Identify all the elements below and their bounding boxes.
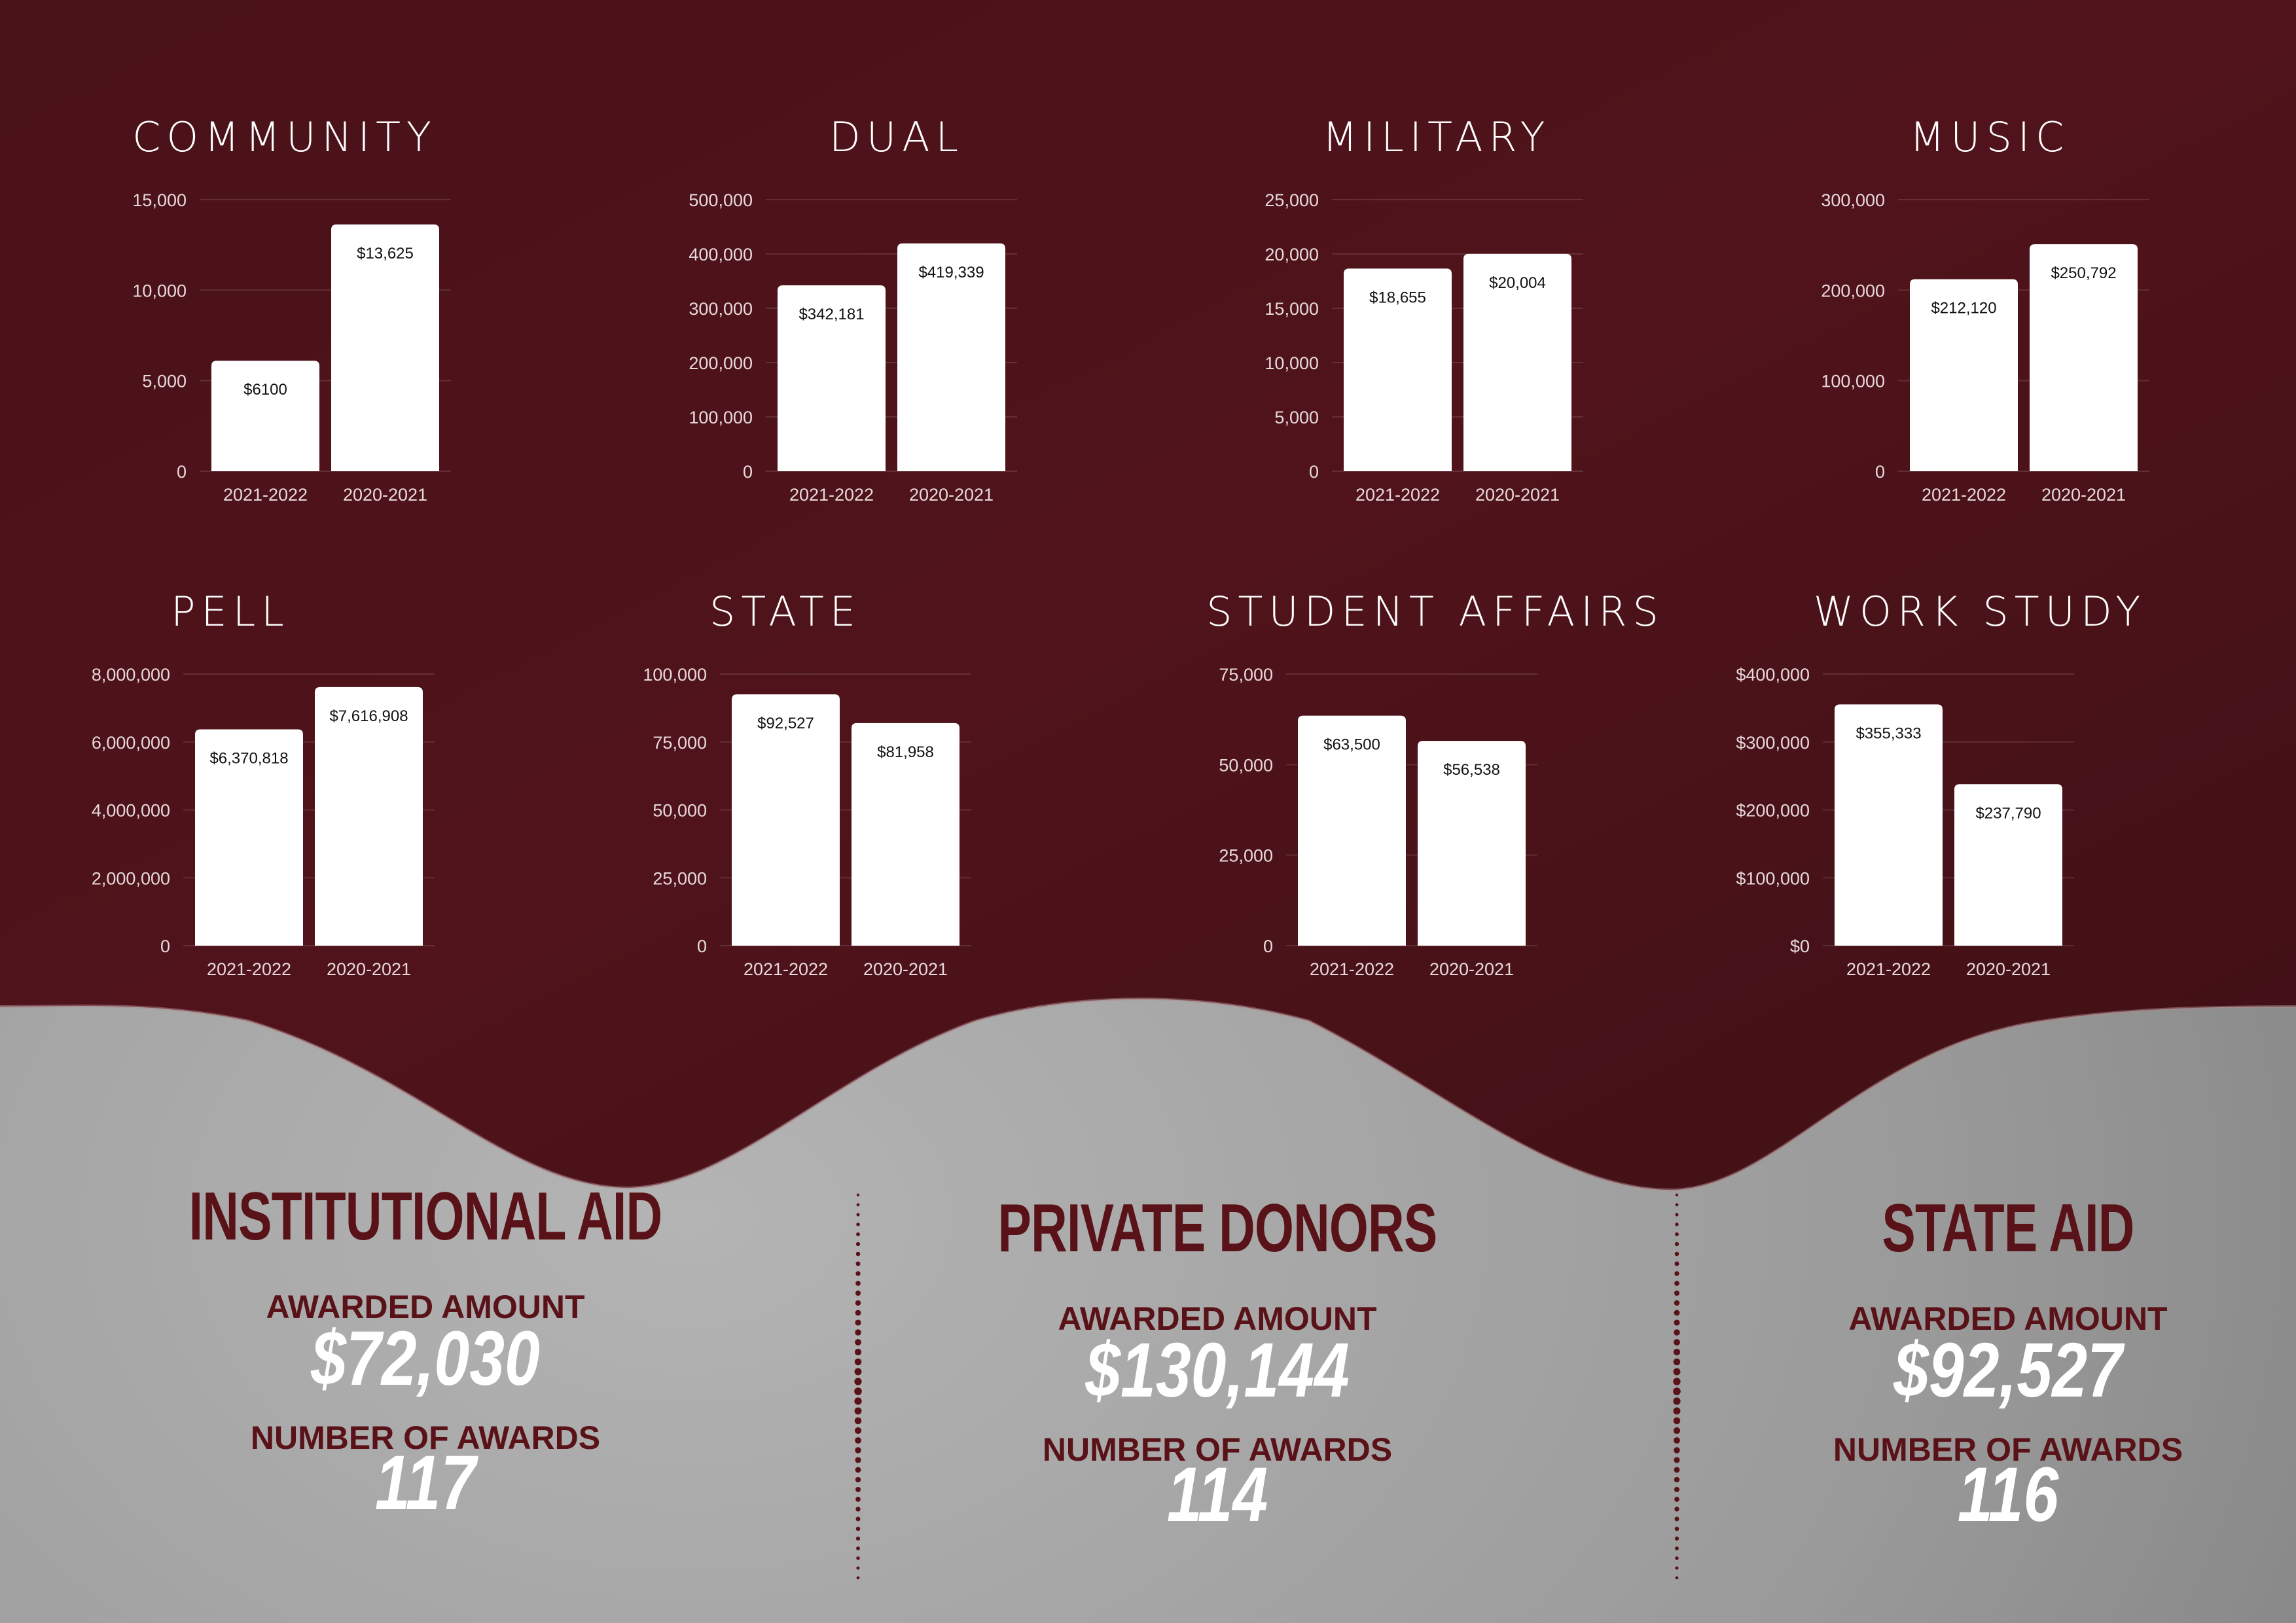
chart-pell (62, 579, 599, 998)
chart-dual (645, 105, 1181, 524)
divider-dot (854, 1387, 862, 1395)
divider-dot (855, 1427, 861, 1434)
divider-dot (1675, 1213, 1678, 1216)
data-label: $237,790 (1975, 804, 2041, 823)
x-tick-label: 2020-2021 (1475, 485, 1560, 505)
chart-svg (1211, 105, 1748, 524)
number-of-awards-label: NUMBER OF AWARDS (250, 1419, 601, 1456)
divider-dot (857, 1194, 859, 1196)
x-tick-label: 2021-2022 (1309, 959, 1395, 979)
data-label: $18,655 (1369, 289, 1426, 307)
chart-svg (1702, 579, 2238, 998)
x-tick-label: 2021-2022 (223, 485, 308, 505)
chart-svg (645, 105, 1181, 524)
divider-dot (1675, 1537, 1679, 1541)
data-label: $63,500 (1323, 736, 1380, 754)
y-tick-label: 500,000 (689, 190, 753, 210)
divider-dot (1675, 1232, 1679, 1236)
divider-dot (1674, 1497, 1679, 1502)
divider-dot (856, 1242, 860, 1246)
divider-dot (855, 1447, 861, 1453)
chart-title: STATE (709, 588, 862, 635)
data-label: $212,120 (1931, 299, 1997, 317)
y-tick-label: 10,000 (132, 281, 187, 301)
number-of-awards-value: 117 (374, 1440, 476, 1526)
chart-svg (79, 105, 615, 524)
data-label: $13,625 (357, 245, 414, 263)
chart-title: COMMUNITY (132, 113, 437, 161)
y-tick-label: 200,000 (689, 353, 753, 373)
data-label: $7,616,908 (329, 707, 408, 725)
divider-dot (1674, 1359, 1681, 1366)
awarded-amount-value: $72,030 (311, 1315, 540, 1402)
divider-dot (1674, 1418, 1681, 1425)
x-tick-label: 2020-2021 (2041, 485, 2126, 505)
chart-title: STUDENT AFFAIRS (1206, 588, 1664, 635)
data-label: $56,538 (1443, 761, 1500, 779)
data-label: $6,370,818 (209, 749, 289, 768)
summary-title: PRIVATE DONORS (997, 1190, 1437, 1266)
divider-dot (1675, 1556, 1678, 1560)
divider-dot (1675, 1262, 1679, 1266)
y-tick-label: 300,000 (1821, 190, 1885, 210)
y-tick-label: 50,000 (653, 800, 707, 821)
x-tick-label: 2021-2022 (206, 959, 292, 979)
y-tick-label: 15,000 (1265, 299, 1319, 319)
data-label: $419,339 (918, 263, 984, 281)
chart-svg (62, 579, 599, 998)
y-tick-label: 100,000 (689, 408, 753, 427)
data-label: $20,004 (1489, 274, 1546, 292)
divider-dot (1674, 1291, 1679, 1296)
divider-dot (856, 1546, 860, 1550)
divider-dot (1675, 1222, 1678, 1226)
chart-music (1777, 105, 2296, 524)
divider-dots-right (1673, 1191, 1681, 1584)
chart-work-study (1702, 579, 2238, 998)
divider-dot (1674, 1477, 1679, 1482)
divider-dot (855, 1281, 861, 1286)
divider-dot (855, 1487, 861, 1492)
number-of-awards-value: 116 (1957, 1452, 2059, 1538)
divider-dot (857, 1577, 860, 1580)
divider-dot (855, 1408, 862, 1415)
bar (315, 687, 423, 946)
data-label: $92,527 (757, 715, 814, 733)
x-tick-label: 2020-2021 (908, 485, 994, 505)
divider-dot (1674, 1368, 1681, 1376)
y-tick-label: 25,000 (1265, 190, 1319, 210)
chart-title: MILITARY (1322, 113, 1551, 161)
divider-dot (855, 1359, 862, 1366)
x-tick-label: 2020-2021 (1429, 959, 1515, 979)
x-tick-label: 2020-2021 (1965, 959, 2051, 979)
chart-student-affairs (1165, 579, 1702, 998)
awarded-amount-label: AWARDED AMOUNT (266, 1289, 585, 1325)
divider-dot (1676, 1194, 1678, 1196)
y-tick-label: 50,000 (1219, 755, 1273, 776)
divider-dots-left (854, 1191, 862, 1584)
number-of-awards-value: 114 (1166, 1452, 1268, 1538)
divider-dot (1673, 1397, 1680, 1404)
y-tick-label: 5,000 (142, 371, 187, 391)
divider-dot (856, 1537, 860, 1541)
y-tick-label: 400,000 (689, 245, 753, 264)
y-tick-label: 5,000 (1274, 408, 1319, 427)
x-tick-label: 2021-2022 (743, 959, 829, 979)
y-tick-label: 200,000 (1821, 281, 1885, 301)
x-tick-label: 2021-2022 (1355, 485, 1441, 505)
divider-dot (1676, 1577, 1679, 1580)
awarded-amount-value: $130,144 (1085, 1327, 1350, 1414)
y-tick-label: 2,000,000 (91, 868, 170, 889)
divider-dot (1675, 1242, 1679, 1246)
divider-dot (855, 1457, 861, 1463)
y-tick-label: 8,000,000 (91, 665, 170, 685)
chart-svg (1777, 105, 2296, 524)
divider-dot (855, 1339, 861, 1346)
y-tick-label: $0 (1789, 936, 1810, 956)
divider-dot (856, 1232, 860, 1236)
chart-title: MUSIC (1909, 113, 2070, 161)
divider-dot (855, 1437, 861, 1444)
chart-svg (599, 579, 1136, 998)
summary-title: INSTITUTIONAL AID (188, 1179, 662, 1255)
divider-dot (855, 1319, 861, 1325)
x-tick-label: 2020-2021 (342, 485, 428, 505)
divider-dot (1674, 1487, 1679, 1492)
chart-state (599, 579, 1136, 998)
divider-dot (856, 1556, 859, 1560)
y-tick-label: $400,000 (1736, 665, 1810, 685)
divider-dot (855, 1271, 860, 1275)
divider-dot (1675, 1527, 1679, 1531)
divider-dot (855, 1507, 860, 1511)
x-tick-label: 2021-2022 (1846, 959, 1931, 979)
chart-title: DUAL (829, 113, 965, 161)
data-label: $250,792 (2051, 264, 2117, 283)
chart-title: WORK STUDY (1813, 588, 2147, 635)
y-tick-label: 15,000 (132, 190, 187, 210)
divider-dot (1674, 1281, 1679, 1286)
y-tick-label: $300,000 (1736, 732, 1810, 753)
divider-dot (856, 1252, 861, 1257)
divider-dot (855, 1497, 861, 1502)
y-tick-label: 25,000 (1219, 846, 1273, 866)
y-tick-label: 0 (160, 936, 170, 956)
divider-dot (856, 1213, 859, 1216)
y-tick-label: 0 (696, 936, 707, 956)
divider-dot (855, 1349, 861, 1355)
divider-dot (1674, 1271, 1679, 1275)
divider-dot (854, 1397, 861, 1404)
y-tick-label: 100,000 (1821, 371, 1885, 391)
data-label: $342,181 (798, 305, 865, 323)
y-tick-label: 0 (1308, 462, 1319, 482)
divider-dot (857, 1204, 860, 1207)
divider-dot (855, 1310, 861, 1316)
awarded-amount-value: $92,527 (1893, 1327, 2123, 1414)
divider-dot (856, 1527, 861, 1531)
divider-dot (854, 1378, 861, 1385)
y-tick-label: 20,000 (1265, 245, 1319, 264)
chart-military (1211, 105, 1748, 524)
divider-dot (1673, 1378, 1680, 1385)
y-tick-label: 300,000 (689, 299, 753, 319)
data-label: $81,958 (877, 743, 934, 761)
bar (211, 361, 319, 471)
divider-dot (855, 1467, 861, 1473)
divider-dot (1673, 1387, 1681, 1395)
y-tick-label: 75,000 (1219, 665, 1273, 685)
divider-dot (856, 1262, 861, 1266)
divider-dot (856, 1222, 859, 1226)
divider-dot (1674, 1507, 1679, 1511)
divider-dot (855, 1329, 861, 1335)
y-tick-label: 10,000 (1265, 353, 1319, 373)
divider-dot (1675, 1546, 1679, 1550)
y-tick-label: 0 (742, 462, 753, 482)
y-tick-label: 100,000 (643, 665, 707, 685)
number-of-awards-label: NUMBER OF AWARDS (1833, 1431, 2183, 1468)
x-tick-label: 2020-2021 (863, 959, 948, 979)
divider-dot (1674, 1349, 1680, 1355)
divider-dot (1675, 1252, 1679, 1257)
divider-dot (856, 1517, 861, 1522)
number-of-awards-label: NUMBER OF AWARDS (1042, 1431, 1393, 1468)
divider-dot (855, 1477, 861, 1482)
divider-dot (1674, 1408, 1681, 1415)
chart-title: PELL (171, 588, 290, 635)
chart-svg (1165, 579, 1702, 998)
awarded-amount-label: AWARDED AMOUNT (1848, 1300, 2168, 1337)
data-label: $6100 (243, 381, 287, 399)
data-label: $355,333 (1856, 724, 1922, 743)
divider-dot (856, 1566, 859, 1569)
divider-dot (1676, 1204, 1679, 1207)
divider-dot (855, 1418, 862, 1425)
divider-dot (855, 1291, 861, 1296)
y-tick-label: 0 (1263, 936, 1273, 956)
awarded-amount-label: AWARDED AMOUNT (1058, 1300, 1377, 1337)
x-tick-label: 2020-2021 (326, 959, 412, 979)
x-tick-label: 2021-2022 (789, 485, 874, 505)
chart-community (79, 105, 615, 524)
y-tick-label: 25,000 (653, 868, 707, 889)
y-tick-label: 0 (176, 462, 187, 482)
divider-dot (855, 1368, 862, 1376)
y-tick-label: 0 (1874, 462, 1885, 482)
divider-dot (855, 1300, 861, 1306)
summary-title: STATE AID (1882, 1190, 2134, 1266)
x-tick-label: 2021-2022 (1921, 485, 2007, 505)
y-tick-label: $100,000 (1736, 868, 1810, 889)
y-tick-label: 6,000,000 (91, 732, 170, 753)
y-tick-label: 75,000 (653, 732, 707, 753)
divider-dot (1674, 1339, 1680, 1346)
y-tick-label: $200,000 (1736, 800, 1810, 821)
divider-dot (1675, 1566, 1678, 1569)
y-tick-label: 4,000,000 (91, 800, 170, 821)
divider-dot (1675, 1517, 1679, 1522)
